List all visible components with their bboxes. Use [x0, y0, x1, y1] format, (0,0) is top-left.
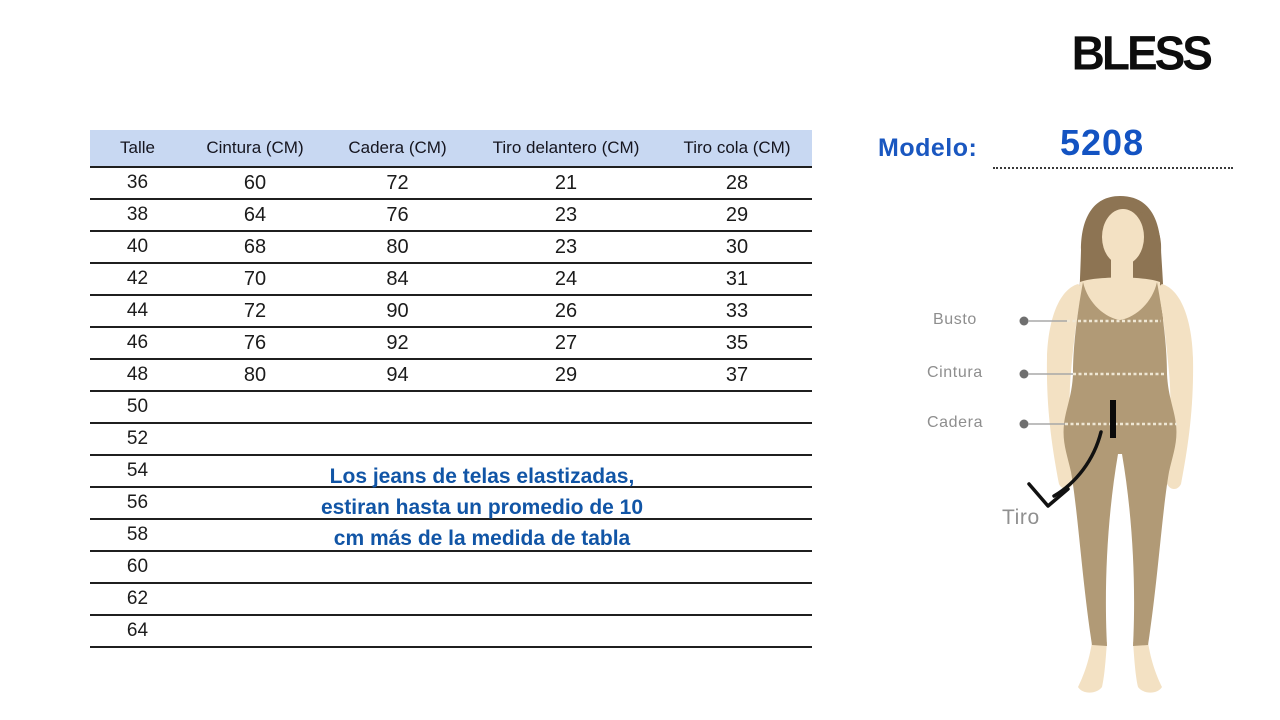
table-cell: 56 — [90, 487, 185, 519]
table-cell: 33 — [662, 295, 812, 327]
table-cell: 80 — [325, 231, 470, 263]
table-cell: 23 — [470, 231, 662, 263]
table-cell: 92 — [325, 327, 470, 359]
table-cell — [325, 615, 470, 647]
table-cell: 76 — [325, 199, 470, 231]
table-cell — [662, 615, 812, 647]
table-cell: 26 — [470, 295, 662, 327]
table-row — [90, 231, 812, 263]
model-underline — [993, 167, 1233, 169]
table-cell: 72 — [185, 295, 325, 327]
header-tiro-delantero: Tiro delantero (CM) — [470, 130, 662, 167]
stretch-note-line: Los jeans de telas elastizadas, — [329, 465, 635, 488]
table-cell — [185, 583, 325, 615]
cadera-label: Cadera — [927, 414, 984, 431]
cintura-dot — [1020, 370, 1029, 379]
table-cell — [185, 551, 325, 583]
table-cell: 23 — [470, 199, 662, 231]
tiro-label: Tiro — [1002, 506, 1040, 529]
table-cell: 42 — [90, 263, 185, 295]
table-cell: 30 — [662, 231, 812, 263]
table-cell: 38 — [90, 199, 185, 231]
header-talle: Talle — [90, 130, 185, 167]
table-cell: 28 — [662, 167, 812, 199]
table-cell: 84 — [325, 263, 470, 295]
cintura-label: Cintura — [927, 364, 983, 381]
table-cell — [325, 391, 470, 423]
table-cell — [325, 583, 470, 615]
model-label: Modelo: — [878, 134, 978, 162]
table-cell — [470, 423, 662, 455]
table-cell: 52 — [90, 423, 185, 455]
table-header-row — [90, 130, 812, 167]
table-cell — [662, 391, 812, 423]
table-row — [90, 263, 812, 295]
table-cell: 60 — [90, 551, 185, 583]
busto-label: Busto — [933, 311, 977, 328]
table-cell: 21 — [470, 167, 662, 199]
table-cell — [470, 583, 662, 615]
table-row — [90, 167, 812, 199]
tiro-mark — [1110, 400, 1116, 438]
table-cell — [470, 391, 662, 423]
table-cell: 27 — [470, 327, 662, 359]
table-cell — [185, 615, 325, 647]
table-row — [90, 583, 812, 615]
header-cintura: Cintura (CM) — [185, 130, 325, 167]
stretch-note-line: estiran hasta un promedio de 10 — [320, 496, 644, 519]
table-row — [90, 359, 812, 391]
table-cell — [185, 391, 325, 423]
table-cell: 68 — [185, 231, 325, 263]
table-cell: 24 — [470, 263, 662, 295]
table-cell: 31 — [662, 263, 812, 295]
figure-illustration — [920, 190, 1260, 705]
table-cell: 76 — [185, 327, 325, 359]
busto-dot — [1020, 317, 1029, 326]
table-row — [90, 295, 812, 327]
table-cell: 80 — [185, 359, 325, 391]
table-cell: 46 — [90, 327, 185, 359]
table-cell — [470, 551, 662, 583]
table-cell: 90 — [325, 295, 470, 327]
table-cell: 60 — [185, 167, 325, 199]
table-row — [90, 615, 812, 647]
figure-garment — [1064, 282, 1177, 646]
table-cell: 29 — [470, 359, 662, 391]
table-cell — [470, 615, 662, 647]
figure-right-foot — [1133, 642, 1162, 693]
table-cell — [325, 551, 470, 583]
table-cell — [662, 423, 812, 455]
table-row — [90, 199, 812, 231]
table-cell: 54 — [90, 455, 185, 487]
figure-left-foot — [1078, 642, 1107, 693]
table-cell: 29 — [662, 199, 812, 231]
table-cell: 58 — [90, 519, 185, 551]
table-row — [90, 423, 812, 455]
table-cell: 44 — [90, 295, 185, 327]
table-cell: 36 — [90, 167, 185, 199]
size-table — [90, 130, 812, 648]
table-row — [90, 551, 812, 583]
table-cell — [185, 423, 325, 455]
table-cell: 48 — [90, 359, 185, 391]
table-cell: 94 — [325, 359, 470, 391]
table-cell — [662, 551, 812, 583]
stretch-note — [262, 461, 702, 554]
table-cell: 64 — [90, 615, 185, 647]
table-cell — [662, 583, 812, 615]
stretch-note-line: cm más de la medida de tabla — [333, 527, 631, 550]
header-tiro-cola: Tiro cola (CM) — [662, 130, 812, 167]
model-number: 5208 — [1060, 122, 1145, 163]
table-cell: 64 — [185, 199, 325, 231]
table-cell: 72 — [325, 167, 470, 199]
table-cell — [325, 423, 470, 455]
brand-logo: BLESS — [1071, 25, 1210, 81]
header-cadera: Cadera (CM) — [325, 130, 470, 167]
table-cell: 40 — [90, 231, 185, 263]
size-table-body — [90, 167, 812, 647]
table-cell: 37 — [662, 359, 812, 391]
table-cell: 35 — [662, 327, 812, 359]
table-cell: 62 — [90, 583, 185, 615]
table-row — [90, 391, 812, 423]
table-cell: 50 — [90, 391, 185, 423]
cadera-dot — [1020, 420, 1029, 429]
measurement-figure — [920, 190, 1260, 705]
table-cell: 70 — [185, 263, 325, 295]
table-row — [90, 327, 812, 359]
